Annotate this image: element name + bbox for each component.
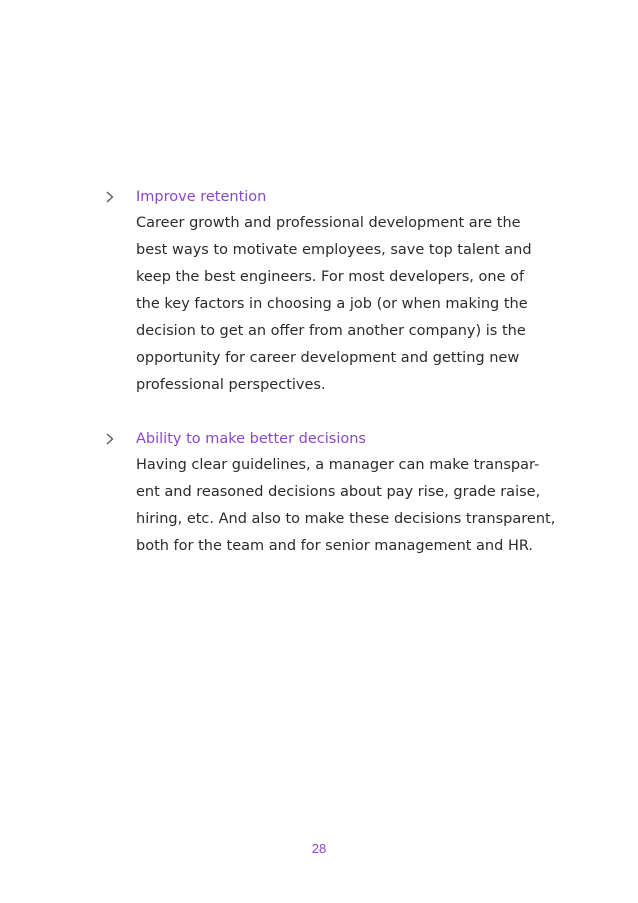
paragraph-line: the key factors in choosing a job (or when making the (136, 296, 528, 312)
list-item-content (136, 426, 576, 560)
paragraph-line: both for the team and for senior management and HR. (136, 538, 534, 554)
list-item-improve-retention (106, 184, 576, 399)
paragraph-line: professional perspectives. (136, 377, 326, 393)
paragraph-line: decision to get an offer from another company) is the (136, 323, 526, 339)
paragraph-line: Having clear guidelines, a manager can make transpar- (136, 457, 540, 473)
paragraph-line: ent and reasoned decisions about pay rise, grade raise, (136, 484, 541, 500)
page-number: 28 (311, 841, 327, 856)
paragraph-line: keep the best engineers. For most developers, one of (136, 269, 525, 285)
section-heading: Improve retention (136, 189, 267, 205)
chevron-right-icon (106, 184, 122, 203)
list-item-content (136, 184, 576, 399)
paragraph-line: hiring, etc. And also to make these decisions transparent, (136, 511, 556, 527)
chevron-right-icon (106, 426, 122, 445)
paragraph-line: best ways to motivate employees, save top talent and (136, 242, 532, 258)
list-item-better-decisions (106, 426, 576, 560)
paragraph-line: Career growth and professional development are the (136, 215, 521, 231)
section-heading: Ability to make better decisions (136, 431, 366, 447)
paragraph-line: opportunity for career development and getting new (136, 350, 520, 366)
